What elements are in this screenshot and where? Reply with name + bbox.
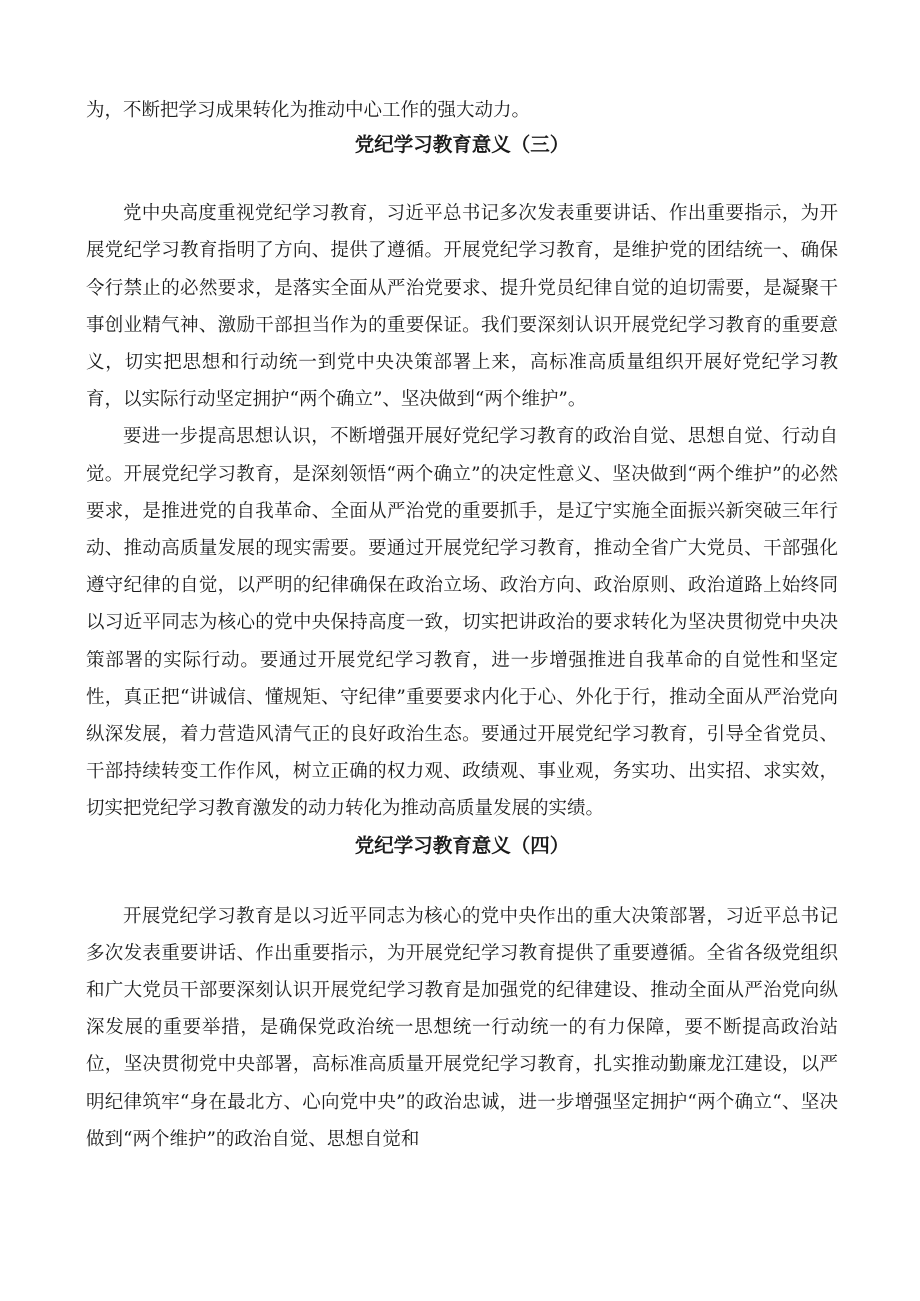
section-3-paragraph-2: 要进一步提高思想认识，不断增强开展好党纪学习教育的政治自觉、思想自觉、行动自觉。开展党纪学习教育，是深刻领悟“两个确立”的决定性意义、坚决做到“两个维护”的必然要求，是推进党的自我革命、全面从严治党的重要抓手，是辽宁实施全面振兴新突破三年行动、推动高质量发展的现实需要。要通过开展党纪学习教育，推动全省广大党员、干部强化遵守纪律的自觉，以严明的纪律确保在政治立场、政治方向、政治原则、政治道路上始终同以习近平同志为核心的党中央保持高度一致，切实把讲政治的要求转化为坚决贯彻党中央决策部署的实际行动。要通过开展党纪学习教育，进一步增强推进自我革命的自觉性和坚定性，真正把“讲诚信、懂规矩、守纪律”重要要求内化于心、外化于行，推动全面从严治党向纵深发展，着力营造风清气正的良好政治生态。要通过开展党纪学习教育，引导全省党员、干部持续转变工作作风，树立正确的权力观、政绩观、事业观，务实功、出实招、求实效，切实把党纪学习教育激发的动力转化为推动高质量发展的实绩。 [86,426,838,820]
intro-fragment: 为，不断把学习成果转化为推动中心工作的强大动力。 [86,100,531,121]
section-3-title: 党纪学习教育意义（三） [354,133,570,157]
section-4-paragraph-1: 开展党纪学习教育是以习近平同志为核心的党中央作出的重大决策部署，习近平总书记多次发表重要讲话、作出重要指示，为开展党纪学习教育提供了重要遵循。全省各级党组织和广大党员干部要深刻认识开展党纪学习教育是加强党的纪律建设、推动全面从严治党向纵深发展的重要举措，是确保党政治统一思想统一行动统一的有力保障，要不断提高政治站位，坚决贯彻党中央部署，高标准高质量开展党纪学习教育，扎实推动勤廉龙江建设，以严明纪律筑牢“身在最北方、心向党中央”的政治忠诚，进一步增强坚定拥护“两个确立“、坚决做到“两个维护”的政治自觉、思想自觉和 [86,905,838,1150]
section-4-title: 党纪学习教育意义（四） [354,833,570,857]
document-page [86,92,838,1158]
section-3-paragraph-1: 党中央高度重视党纪学习教育，习近平总书记多次发表重要讲话、作出重要指示，为开展党纪学习教育指明了方向、提供了遵循。开展党纪学习教育，是维护党的团结统一、确保令行禁止的必然要求，是落实全面从严治党要求、提升党员纪律自觉的迫切需要，是凝聚干事创业精气神、激励干部担当作为的重要保证。我们要深刻认识开展党纪学习教育的重要意义，切实把思想和行动统一到党中央决策部署上来，高标准高质量组织开展好党纪学习教育，以实际行动坚定拥护“两个确立”、坚决做到“两个维护”。 [86,203,838,411]
